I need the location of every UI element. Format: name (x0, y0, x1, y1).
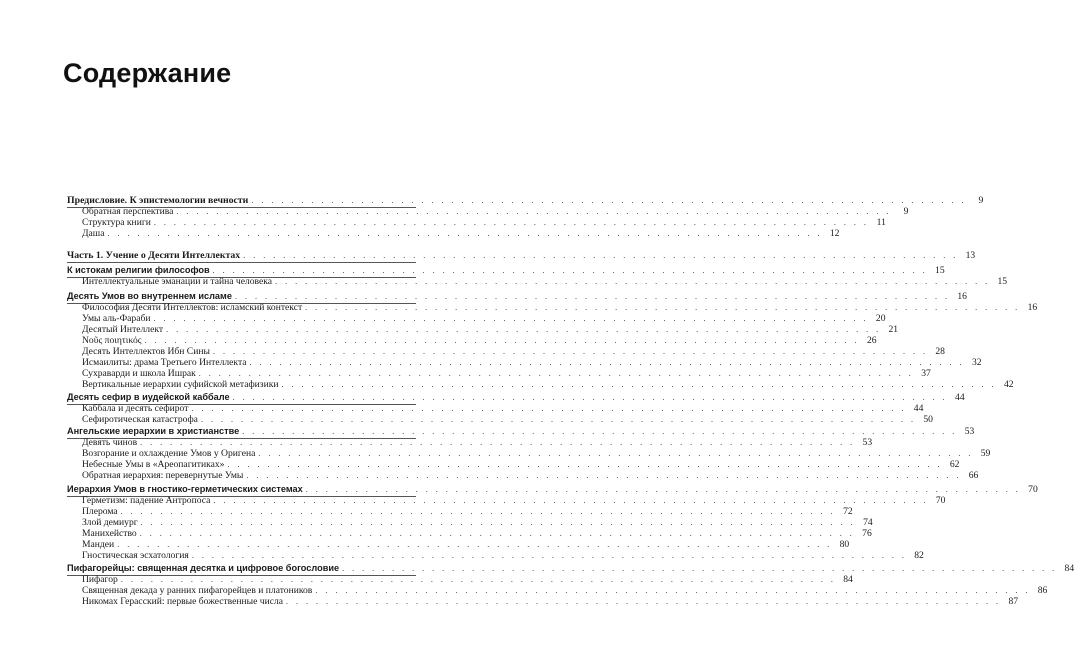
dot-leader: . . . . . . . . . . . . . . . . . . . . . . . . . . . . . . . . . . . . . . . . . . . . . . . . . . . . . . . . . . . . . . . . . . . . . . . . (243, 251, 959, 260)
toc-entry-title: Десять Интеллектов Ибн Сины (82, 346, 210, 357)
toc-entry (82, 335, 877, 346)
toc-page-number: 42 (1003, 379, 1014, 390)
toc-entry-title: Даша (82, 228, 105, 239)
toc-entry (82, 368, 931, 379)
toc-entry-title: Небесные Умы в «Ареопагитиках» (82, 459, 225, 470)
dot-leader: . . . . . . . . . . . . . . . . . . . . . . . . . . . . . . . . . . . . . . . . . . . . . . . . . . . . . . . . . . . . . . . . . . . . . . . . (305, 303, 1021, 312)
toc-entry-title: Пифагорейцы: священная десятка и цифровое богословие (67, 563, 340, 573)
toc-page-number: 86 (1037, 585, 1048, 596)
toc-entry (82, 550, 924, 561)
toc-page-number: 80 (839, 539, 850, 550)
toc-entry (82, 313, 886, 324)
dot-leader: . . . . . . . . . . . . . . . . . . . . . . . . . . . . . . . . . . . . . . . . . . . . . . . . . . . . . . . . . . . . . . . . . . . . . . . . (213, 496, 929, 505)
dot-leader: . . . . . . . . . . . . . . . . . . . . . . . . . . . . . . . . . . . . . . . . . . . . . . . . . . . . . . . . . . . . . . . . . . . . . . . . (227, 460, 943, 469)
toc-entry-title: Структура книги (82, 217, 151, 228)
toc-entry (82, 528, 872, 539)
toc-entry (82, 596, 1019, 607)
toc-page-number: 66 (968, 470, 979, 481)
toc-page-number: 15 (935, 265, 945, 276)
toc-entry (82, 459, 960, 470)
dot-leader: . . . . . . . . . . . . . . . . . . . . . . . . . . . . . . . . . . . . . . . . . . . . . . . . . . . . . . . . . . . . . . . . . . . . . . . . (191, 404, 907, 413)
dot-leader: . . . . . . . . . . . . . . . . . . . . . . . . . . . . . . . . . . . . . . . . . . . . . . . . . . . . . . . . . . . . . . . . . . . . . . . . (212, 266, 928, 275)
toc-page-number: 53 (862, 437, 873, 448)
toc-entry-title: Мандеи (82, 539, 115, 550)
toc-page-number: 9 (903, 206, 909, 217)
toc-entry-title: Священная декада у ранних пифагорейцев и платоников (82, 585, 313, 596)
dot-leader: . . . . . . . . . . . . . . . . . . . . . . . . . . . . . . . . . . . . . . . . . . . . . . . . . . . . . . . . . . . . . . . . . . . . . . . . (342, 564, 1058, 573)
toc-entry (82, 302, 1038, 313)
toc-entry (82, 517, 873, 528)
toc-page-number: 32 (971, 357, 982, 368)
dot-leader: . . . . . . . . . . . . . . . . . . . . . . . . . . . . . . . . . . . . . . . . . . . . . . . . . . . . . . . . . . . . . . . . . . . . . . . . (315, 586, 1031, 595)
toc-page-number: 21 (888, 324, 899, 335)
toc-entry (82, 346, 945, 357)
toc-page-number: 70 (935, 495, 946, 506)
dot-leader: . . . . . . . . . . . . . . . . . . . . . . . . . . . . . . . . . . . . . . . . . . . . . . . . . . . . . . . . . . . . . . . . . . . . . . . . (153, 314, 869, 323)
toc-entry-title: Сухраварди и школа Ишрак (82, 368, 196, 379)
toc-entry-title: Возгорание и охлаждение Умов у Оригена (82, 448, 256, 459)
dot-leader: . . . . . . . . . . . . . . . . . . . . . . . . . . . . . . . . . . . . . . . . . . . . . . . . . . . . . . . . . . . . . . . . . . . . . . . . (144, 336, 860, 345)
dot-leader: . . . . . . . . . . . . . . . . . . . . . . . . . . . . . . . . . . . . . . . . . . . . . . . . . . . . . . . . . . . . . . . . . . . . . . . . (212, 347, 928, 356)
toc-page-number: 28 (935, 346, 945, 357)
toc-heading (67, 195, 984, 206)
dot-leader: . . . . . . . . . . . . . . . . . . . . . . . . . . . . . . . . . . . . . . . . . . . . . . . . . . . . . . . . . . . . . . . . . . . . . . . . (166, 325, 882, 334)
toc-entry-title: Вертикальные иерархии суфийской метафизики (82, 379, 279, 390)
toc-heading (67, 291, 967, 302)
toc-entry (82, 437, 873, 448)
page-title: Содержание (63, 58, 232, 88)
toc-page-number: 16 (1027, 302, 1038, 313)
toc-entry (82, 506, 853, 517)
toc-entry-title: Никомах Герасский: первые божественные числа (82, 596, 284, 607)
dot-leader: . . . . . . . . . . . . . . . . . . . . . . . . . . . . . . . . . . . . . . . . . . . . . . . . . . . . . . . . . . . . . . . . . . . . . . . . (139, 529, 855, 538)
toc-page-number: 84 (843, 574, 853, 585)
toc-entry (82, 357, 982, 368)
toc-heading (67, 563, 1074, 574)
toc-page-number: 70 (1028, 484, 1038, 495)
heading-rule (67, 262, 416, 263)
toc-entry-title: Обратная иерархия: перевернутые Умы (82, 470, 244, 481)
toc-entry-title: Плерома (82, 506, 118, 517)
toc-entry-title: Часть 1. Учение о Десяти Интеллектах (67, 250, 241, 261)
toc-entry-title: Обратная перспектива (82, 206, 174, 217)
toc-entry-title: Злой демиург (82, 517, 138, 528)
toc-entry (82, 539, 850, 550)
toc-entry (82, 448, 991, 459)
toc-heading (67, 484, 1038, 495)
toc-page-number: 15 (997, 276, 1008, 287)
dot-leader: . . . . . . . . . . . . . . . . . . . . . . . . . . . . . . . . . . . . . . . . . . . . . . . . . . . . . . . . . . . . . . . . . . . . . . . . (191, 551, 907, 560)
toc-entry-title: Девять чинов (82, 437, 138, 448)
toc-heading (67, 426, 975, 437)
dot-leader: . . . . . . . . . . . . . . . . . . . . . . . . . . . . . . . . . . . . . . . . . . . . . . . . . . . . . . . . . . . . . . . . . . . . . . . . (140, 518, 856, 527)
toc-entry-title: Манихейство (82, 528, 137, 539)
dot-leader: . . . . . . . . . . . . . . . . . . . . . . . . . . . . . . . . . . . . . . . . . . . . . . . . . . . . . . . . . . . . . . . . . . . . . . . . (140, 438, 856, 447)
toc-entry-title: Сефиротическая катастрофа (82, 414, 198, 425)
dot-leader: . . . . . . . . . . . . . . . . . . . . . . . . . . . . . . . . . . . . . . . . . . . . . . . . . . . . . . . . . . . . . . . . . . . . . . . . (117, 540, 833, 549)
toc-entry (82, 495, 946, 506)
toc-heading (67, 250, 976, 261)
toc-page-number: 82 (914, 550, 924, 561)
toc-entry-title: Десять Умов во внутреннем исламе (67, 291, 232, 301)
toc-entry-title: Исмаилиты: драма Третьего Интеллекта (82, 357, 247, 368)
toc-page-number: 44 (955, 392, 965, 403)
dot-leader: . . . . . . . . . . . . . . . . . . . . . . . . . . . . . . . . . . . . . . . . . . . . . . . . . . . . . . . . . . . . . . . . . . . . . . . . (249, 358, 965, 367)
dot-leader: . . . . . . . . . . . . . . . . . . . . . . . . . . . . . . . . . . . . . . . . . . . . . . . . . . . . . . . . . . . . . . . . . . . . . . . . (120, 507, 836, 516)
toc-entry (82, 379, 1014, 390)
toc-entry-title: Интеллектуальные эманации и тайна человека (82, 276, 273, 287)
toc-page-number: 9 (978, 195, 984, 206)
toc-entry-title: К истокам религии философов (67, 265, 210, 275)
toc-entry (82, 217, 886, 228)
toc-page-number: 74 (863, 517, 873, 528)
toc-entry-title: Пифагор (82, 574, 118, 585)
toc-entry-title: Гностическая эсхатология (82, 550, 189, 561)
toc-page-number: 62 (949, 459, 960, 470)
dot-leader: . . . . . . . . . . . . . . . . . . . . . . . . . . . . . . . . . . . . . . . . . . . . . . . . . . . . . . . . . . . . . . . . . . . . . . . . (242, 427, 958, 436)
toc-page-number: 53 (964, 426, 975, 437)
toc-entry (82, 414, 933, 425)
dot-leader: . . . . . . . . . . . . . . . . . . . . . . . . . . . . . . . . . . . . . . . . . . . . . . . . . . . . . . . . . . . . . . . . . . . . . . . . (120, 575, 836, 584)
toc-page-number: 37 (921, 368, 931, 379)
toc-page-number: 12 (829, 228, 840, 239)
toc-heading (67, 392, 965, 403)
toc-entry-title: Каббала и десять сефирот (82, 403, 189, 414)
toc-entry (82, 228, 840, 239)
toc-page-number: 72 (843, 506, 853, 517)
dot-leader: . . . . . . . . . . . . . . . . . . . . . . . . . . . . . . . . . . . . . . . . . . . . . . . . . . . . . . . . . . . . . . . . . . . . . . . . (176, 207, 892, 216)
dot-leader: . . . . . . . . . . . . . . . . . . . . . . . . . . . . . . . . . . . . . . . . . . . . . . . . . . . . . . . . . . . . . . . . . . . . . . . . (234, 292, 950, 301)
toc-page-number: 44 (913, 403, 924, 414)
toc-entry-title: Иерархия Умов в гностико-герметических системах (67, 484, 303, 494)
dot-leader: . . . . . . . . . . . . . . . . . . . . . . . . . . . . . . . . . . . . . . . . . . . . . . . . . . . . . . . . . . . . . . . . . . . . . . . . (200, 415, 916, 424)
toc-page-number: 20 (875, 313, 886, 324)
toc-entry-title: Философия Десяти Интеллектов: исламский контекст (82, 302, 303, 313)
toc-entry (82, 585, 1048, 596)
toc-entry (82, 206, 909, 217)
dot-leader: . . . . . . . . . . . . . . . . . . . . . . . . . . . . . . . . . . . . . . . . . . . . . . . . . . . . . . . . . . . . . . . . . . . . . . . . (281, 380, 997, 389)
dot-leader: . . . . . . . . . . . . . . . . . . . . . . . . . . . . . . . . . . . . . . . . . . . . . . . . . . . . . . . . . . . . . . . . . . . . . . . . (107, 229, 823, 238)
dot-leader: . . . . . . . . . . . . . . . . . . . . . . . . . . . . . . . . . . . . . . . . . . . . . . . . . . . . . . . . . . . . . . . . . . . . . . . . (286, 597, 1002, 606)
toc-page-number: 59 (980, 448, 991, 459)
toc-entry-title: Νοῦς ποιητικός (82, 335, 142, 346)
toc-entry-title: Десятый Интеллект (82, 324, 164, 335)
toc-entry-title: Десять сефир в иудейской каббале (67, 392, 230, 402)
toc-page-number: 11 (876, 217, 886, 228)
dot-leader: . . . . . . . . . . . . . . . . . . . . . . . . . . . . . . . . . . . . . . . . . . . . . . . . . . . . . . . . . . . . . . . . . . . . . . . . (232, 393, 948, 402)
toc-page-number: 16 (957, 291, 967, 302)
toc-page-number: 84 (1064, 563, 1074, 574)
toc-entry (82, 470, 979, 481)
toc-heading (67, 265, 945, 276)
toc-entry-title: Умы аль-Фараби (82, 313, 151, 324)
dot-leader: . . . . . . . . . . . . . . . . . . . . . . . . . . . . . . . . . . . . . . . . . . . . . . . . . . . . . . . . . . . . . . . . . . . . . . . . (153, 218, 869, 227)
dot-leader: . . . . . . . . . . . . . . . . . . . . . . . . . . . . . . . . . . . . . . . . . . . . . . . . . . . . . . . . . . . . . . . . . . . . . . . . (246, 471, 962, 480)
dot-leader: . . . . . . . . . . . . . . . . . . . . . . . . . . . . . . . . . . . . . . . . . . . . . . . . . . . . . . . . . . . . . . . . . . . . . . . . (305, 485, 1021, 494)
dot-leader: . . . . . . . . . . . . . . . . . . . . . . . . . . . . . . . . . . . . . . . . . . . . . . . . . . . . . . . . . . . . . . . . . . . . . . . . (275, 277, 991, 286)
toc-entry-title: Герметизм: падение Антропоса (82, 495, 211, 506)
toc-entry (82, 574, 853, 585)
dot-leader: . . . . . . . . . . . . . . . . . . . . . . . . . . . . . . . . . . . . . . . . . . . . . . . . . . . . . . . . . . . . . . . . . . . . . . . . (198, 369, 914, 378)
toc-page-number: 26 (866, 335, 877, 346)
dot-leader: . . . . . . . . . . . . . . . . . . . . . . . . . . . . . . . . . . . . . . . . . . . . . . . . . . . . . . . . . . . . . . . . . . . . . . . . (258, 449, 974, 458)
toc-entry-title: Предисловие. К эпистемологии вечности (67, 195, 249, 206)
toc-entry (82, 324, 899, 335)
toc-entry (82, 276, 1008, 287)
dot-leader: . . . . . . . . . . . . . . . . . . . . . . . . . . . . . . . . . . . . . . . . . . . . . . . . . . . . . . . . . . . . . . . . . . . . . . . . (251, 196, 967, 205)
toc-page-number: 13 (965, 250, 976, 261)
toc-page-number: 87 (1008, 596, 1019, 607)
toc-page-number: 50 (923, 414, 933, 425)
toc-entry-title: Ангельские иерархии в христианстве (67, 426, 240, 436)
toc-page-number: 76 (862, 528, 872, 539)
toc-entry (82, 403, 924, 414)
